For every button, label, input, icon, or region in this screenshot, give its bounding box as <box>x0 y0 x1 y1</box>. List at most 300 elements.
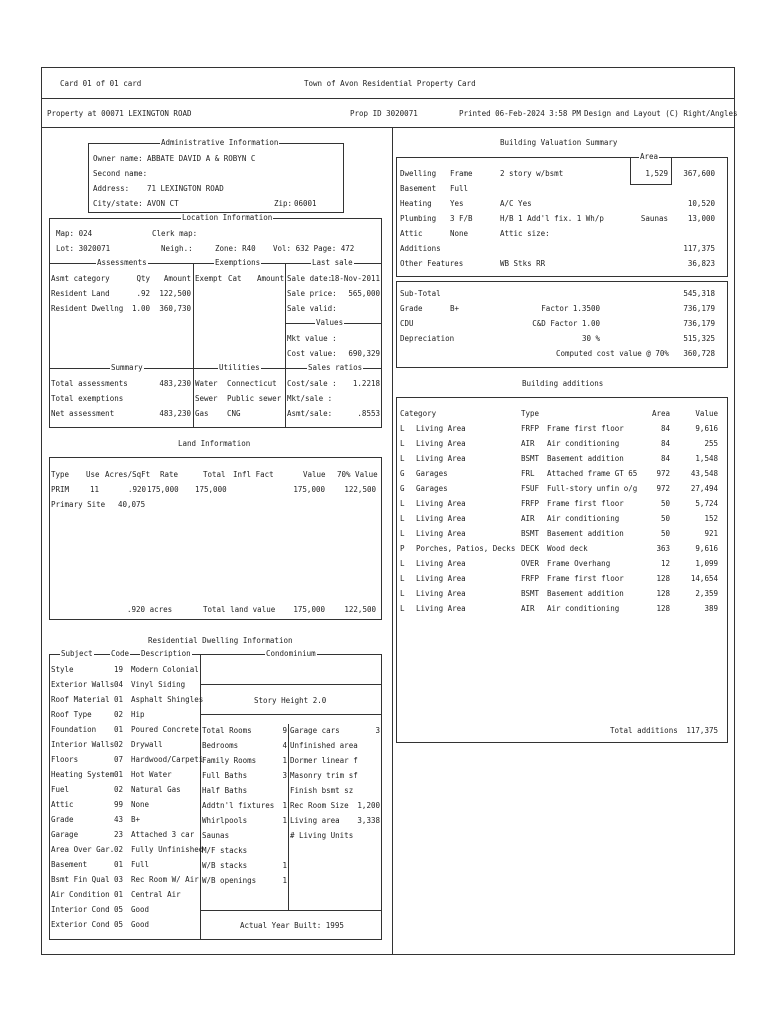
room-value: 3 <box>282 771 287 780</box>
additions-hdr-type: Type <box>521 409 540 418</box>
utility-row-2-value: CNG <box>227 409 241 418</box>
dwelling-description: Hot Water <box>131 770 172 779</box>
land-row-total: 175,000 <box>195 485 227 494</box>
addition-value: 9,616 <box>695 544 718 553</box>
summary-row-2-label: Net assessment <box>51 409 115 418</box>
addition-description: Air conditioning <box>547 439 620 448</box>
garage-label: Unfinished area <box>290 741 358 750</box>
addition-value: 389 <box>704 604 718 613</box>
bvs-detail: 2 story w/bsmt <box>500 169 564 178</box>
addition-category: Living Area <box>416 604 466 613</box>
dwelling-subject: Air Condition <box>51 890 110 899</box>
dwelling-subject: Attic <box>51 800 74 809</box>
addition-value: 255 <box>704 439 718 448</box>
dwelling-code: 05 <box>114 920 124 929</box>
dwelling-description: Good <box>131 905 150 914</box>
addition-category: Living Area <box>416 529 466 538</box>
sale-date-label: Sale date: <box>287 274 333 283</box>
addition-type: FRL <box>521 469 535 478</box>
dwelling-subject: Exterior Walls <box>51 680 115 689</box>
addition-category: Garages <box>416 469 448 478</box>
zone: Zone: R40 <box>215 244 256 253</box>
city-value: AVON CT <box>147 199 179 208</box>
land-hdr-infl: Infl Fact <box>233 470 274 479</box>
bvs-type: Yes <box>450 199 464 208</box>
dwelling-description: None <box>131 800 150 809</box>
room-label: W/B openings <box>202 876 257 885</box>
dwelling-description: Poured Concrete <box>131 725 199 734</box>
addition-area: 84 <box>660 454 670 463</box>
addition-area: 12 <box>660 559 670 568</box>
assess-hdr-category: Asmt category <box>51 274 110 283</box>
dwelling-code: 03 <box>114 875 124 884</box>
dwelling-code: 02 <box>114 845 124 854</box>
bvs-item: Additions <box>400 244 441 253</box>
dwelling-code: 04 <box>114 680 124 689</box>
neighborhood: Neigh.: <box>161 244 193 253</box>
summary-row-2-value: 483,230 <box>159 409 191 418</box>
room-label: Bedrooms <box>202 741 239 750</box>
addition-code: G <box>400 484 405 493</box>
addition-description: Full-story unfin o/g <box>547 484 638 493</box>
additions-total-label: Total additions <box>610 726 678 735</box>
garage-label: Living area <box>290 816 340 825</box>
condo-line-1 <box>200 684 382 685</box>
land-hdr-acres: Acres/SqFt <box>105 470 151 479</box>
room-label: Half Baths <box>202 786 248 795</box>
addition-type: DECK <box>521 544 540 553</box>
land-hdr-type: Type <box>51 470 70 479</box>
addition-area: 972 <box>656 484 670 493</box>
addition-code: L <box>400 574 405 583</box>
garage-label: Rec Room Size <box>290 801 349 810</box>
sale-price: 565,000 <box>348 289 380 298</box>
assess-hdr-amount: Amount <box>163 274 191 283</box>
dwelling-description: Asphalt Shingles <box>131 695 204 704</box>
addition-area: 128 <box>656 604 670 613</box>
dwelling-hdr-code: Code <box>111 649 130 658</box>
cost-value: 690,329 <box>348 349 380 358</box>
building-additions-box <box>396 397 728 743</box>
additions-total-value: 117,375 <box>686 726 718 735</box>
bvs-value: 13,000 <box>687 214 715 223</box>
addition-type: AIR <box>521 604 535 613</box>
cost-value-label: Cost value: <box>287 349 337 358</box>
addition-value: 43,548 <box>690 469 718 478</box>
admin-info-title: Administrative Information <box>161 138 279 147</box>
dwelling-subject: Grade <box>51 815 74 824</box>
bvs-type: Frame <box>450 169 473 178</box>
room-value: 4 <box>282 741 287 750</box>
addition-value: 14,654 <box>690 574 718 583</box>
dwelling-subject: Interior Cond <box>51 905 110 914</box>
owner-label: Owner name: <box>93 154 143 163</box>
subtotal-factor: 30 % <box>581 334 600 343</box>
printed-date: Printed 06-Feb-2024 3:58 PM <box>459 109 581 118</box>
addition-code: L <box>400 424 405 433</box>
garage-value: 3,338 <box>357 816 380 825</box>
garage-label: Masonry trim sf <box>290 771 358 780</box>
land-hdr-rate: Rate <box>160 470 179 479</box>
land-row-value: 175,000 <box>293 485 325 494</box>
utility-row-1-value: Public sewer <box>227 394 282 403</box>
main-column-divider <box>392 127 393 955</box>
exempt-hdr-amount: Amount <box>257 274 285 283</box>
addition-value: 1,099 <box>695 559 718 568</box>
last-sale-title: Last sale <box>312 258 353 267</box>
addition-category: Living Area <box>416 439 466 448</box>
utility-row-1-label: Sewer <box>195 394 218 403</box>
additions-hdr-category: Category <box>400 409 437 418</box>
room-label: Whirlpools <box>202 816 248 825</box>
assess-divider-1 <box>193 263 194 428</box>
subtotal-label: Grade <box>400 304 423 313</box>
dwelling-code: 01 <box>114 695 124 704</box>
addition-area: 128 <box>656 574 670 583</box>
dwelling-subject: Garage <box>51 830 79 839</box>
subtotal-label: Depreciation <box>400 334 455 343</box>
addition-type: FSUF <box>521 484 540 493</box>
dwelling-subject: Roof Type <box>51 710 92 719</box>
dwelling-description: Attached 3 car <box>131 830 195 839</box>
header-divider <box>41 98 735 99</box>
room-label: Saunas <box>202 831 230 840</box>
addition-category: Living Area <box>416 424 466 433</box>
land-hdr-70: 70% Value <box>337 470 378 479</box>
addition-category: Porches, Patios, Decks <box>416 544 516 553</box>
dwelling-description: Central Air <box>131 890 181 899</box>
map-number: Map: 024 <box>56 229 93 238</box>
addition-description: Frame Overhang <box>547 559 611 568</box>
dwelling-code: 43 <box>114 815 124 824</box>
room-label: Total Rooms <box>202 726 252 735</box>
utility-row-0-label: Water <box>195 379 218 388</box>
addition-type: BSMT <box>521 589 540 598</box>
room-value: 1 <box>282 876 287 885</box>
city-label: City/state: <box>93 199 143 208</box>
assess-row-0-category: Resident Land <box>51 289 110 298</box>
room-value: 1 <box>282 861 287 870</box>
addition-area: 50 <box>660 514 670 523</box>
room-label: M/F stacks <box>202 846 248 855</box>
land-hdr-use: Use <box>86 470 100 479</box>
subtotal-factor: Factor 1.3500 <box>541 304 600 313</box>
address-label: Address: <box>93 184 130 193</box>
dwelling-code: 99 <box>114 800 124 809</box>
addition-type: AIR <box>521 439 535 448</box>
addition-description: Basement addition <box>547 589 624 598</box>
dwelling-code: 01 <box>114 860 124 869</box>
addition-area: 50 <box>660 529 670 538</box>
condominium-title: Condominium <box>266 649 316 658</box>
addition-category: Living Area <box>416 454 466 463</box>
land-info-title: Land Information <box>178 439 251 448</box>
room-label: W/B stacks <box>202 861 248 870</box>
card-number: Card 01 of 01 card <box>60 79 142 88</box>
addition-type: BSMT <box>521 529 540 538</box>
dwelling-description: B+ <box>131 815 141 824</box>
addition-category: Living Area <box>416 589 466 598</box>
ratio-row-0-label: Cost/sale : <box>287 379 337 388</box>
addition-code: L <box>400 514 405 523</box>
dwelling-subject: Floors <box>51 755 79 764</box>
addition-type: FRFP <box>521 574 540 583</box>
dwelling-subject: Foundation <box>51 725 97 734</box>
addition-value: 152 <box>704 514 718 523</box>
zip-label: Zip: <box>274 199 293 208</box>
clerk-map: Clerk map: <box>152 229 198 238</box>
subtotal-grade: B+ <box>450 304 460 313</box>
addition-type: FRFP <box>521 499 540 508</box>
dwelling-hdr-description: Description <box>141 649 191 658</box>
exemptions-title: Exemptions <box>215 258 261 267</box>
addition-code: L <box>400 604 405 613</box>
addition-category: Garages <box>416 484 448 493</box>
sale-date: 18-Nov-2011 <box>330 274 380 283</box>
land-total-value: 175,000 <box>293 605 325 614</box>
addition-code: L <box>400 589 405 598</box>
bvs-item: Attic <box>400 229 423 238</box>
bvs-area: Saunas <box>640 214 668 223</box>
dwelling-subject: Exterior Cond <box>51 920 110 929</box>
dwelling-code: 01 <box>114 890 124 899</box>
assess-row-0-qty: .92 <box>136 289 150 298</box>
dwelling-code: 01 <box>114 770 124 779</box>
addition-description: Wood deck <box>547 544 588 553</box>
rooms-bottom-line <box>200 910 382 911</box>
dwelling-info-title: Residential Dwelling Information <box>148 636 293 645</box>
exempt-hdr-exempt: Exempt <box>195 274 223 283</box>
assessments-title: Assessments <box>97 258 147 267</box>
land-row2-value: 40,075 <box>118 500 146 509</box>
addition-value: 9,616 <box>695 424 718 433</box>
dwelling-description: Hardwood/Carpeti <box>131 755 204 764</box>
sales-ratios-title: Sales ratios <box>308 363 363 372</box>
dwelling-code: 23 <box>114 830 124 839</box>
dwelling-code: 02 <box>114 785 124 794</box>
garage-label: Finish bsmt sz <box>290 786 354 795</box>
assess-row-1-qty: 1.00 <box>131 304 150 313</box>
subtotal-label: Sub-Total <box>400 289 441 298</box>
addition-code: L <box>400 559 405 568</box>
addition-area: 128 <box>656 589 670 598</box>
dwelling-subject: Bsmt Fin Qual <box>51 875 110 884</box>
addition-description: Frame first floor <box>547 499 624 508</box>
land-hdr-total: Total <box>203 470 226 479</box>
addition-area: 50 <box>660 499 670 508</box>
subtotal-label: CDU <box>400 319 414 328</box>
additions-hdr-value: Value <box>695 409 718 418</box>
computed-value: 360,728 <box>683 349 715 358</box>
room-value: 1 <box>282 756 287 765</box>
bvs-item: Dwelling <box>400 169 437 178</box>
summary-title: Summary <box>111 363 143 372</box>
bvs-item: Heating <box>400 199 432 208</box>
addition-description: Basement addition <box>547 529 624 538</box>
dwelling-subject: Fuel <box>51 785 70 794</box>
land-total-70: 122,500 <box>344 605 376 614</box>
addition-value: 921 <box>704 529 718 538</box>
addition-value: 27,494 <box>690 484 718 493</box>
dwelling-code: 02 <box>114 740 124 749</box>
garage-label: Dormer linear f <box>290 756 358 765</box>
assess-hdr-qty: Qty <box>136 274 150 283</box>
addition-description: Frame first floor <box>547 574 624 583</box>
addition-value: 1,548 <box>695 454 718 463</box>
utility-row-2-label: Gas <box>195 409 209 418</box>
dwelling-hdr-subject: Subject <box>61 649 93 658</box>
dwelling-description: Fully Unfinished <box>131 845 204 854</box>
rooms-divider <box>288 724 289 910</box>
subtotal-factor: C&D Factor 1.00 <box>532 319 600 328</box>
dwelling-description: Natural Gas <box>131 785 181 794</box>
lot-number: Lot: 3020071 <box>56 244 111 253</box>
year-built: Actual Year Built: 1995 <box>240 921 344 930</box>
addition-description: Air conditioning <box>547 514 620 523</box>
dwelling-subject: Basement <box>51 860 88 869</box>
land-total-acres: .920 acres <box>127 605 173 614</box>
assess-row-1-category: Resident Dwellng <box>51 304 124 313</box>
assess-divider-2 <box>285 263 286 428</box>
utilities-title: Utilities <box>219 363 260 372</box>
assess-row-0-amount: 122,500 <box>159 289 191 298</box>
dwelling-code: 02 <box>114 710 124 719</box>
dwelling-subject: Area Over Gar. <box>51 845 115 854</box>
dwelling-description: Vinyl Siding <box>131 680 186 689</box>
owner-name: ABBATE DAVID A & ROBYN C <box>147 154 256 163</box>
additions-hdr-area: Area <box>651 409 670 418</box>
bvs-detail: WB Stks RR <box>500 259 546 268</box>
ratio-row-0-value: 1.2218 <box>352 379 380 388</box>
land-row-rate: 175,000 <box>147 485 179 494</box>
credit-line: Design and Layout (C) Right/Angles <box>584 109 738 118</box>
zip-value: 06001 <box>294 199 317 208</box>
garage-label: Garage cars <box>290 726 340 735</box>
addition-area: 84 <box>660 424 670 433</box>
bvs-value: 367,600 <box>683 169 715 178</box>
dwelling-code: 19 <box>114 665 124 674</box>
garage-value: 3 <box>375 726 380 735</box>
room-label: Addtn'l fixtures <box>202 801 275 810</box>
condo-line-2 <box>200 714 382 715</box>
addition-type: FRFP <box>521 424 540 433</box>
land-row-use: 11 <box>90 485 100 494</box>
page-title: Town of Avon Residential Property Card <box>304 79 476 88</box>
addition-code: L <box>400 439 405 448</box>
addition-category: Living Area <box>416 559 466 568</box>
addition-description: Basement addition <box>547 454 624 463</box>
subtotal-value: 515,325 <box>683 334 715 343</box>
room-value: 1 <box>282 801 287 810</box>
mkt-value-label: Mkt value : <box>287 334 337 343</box>
addition-description: Air conditioning <box>547 604 620 613</box>
garage-label: # Living Units <box>290 831 354 840</box>
addition-area: 363 <box>656 544 670 553</box>
addition-description: Frame first floor <box>547 424 624 433</box>
ratio-row-1-label: Mkt/sale : <box>287 394 333 403</box>
bvs-item: Plumbing <box>400 214 437 223</box>
addition-type: OVER <box>521 559 540 568</box>
summary-row-0-label: Total assessments <box>51 379 128 388</box>
bvs-type: None <box>450 229 469 238</box>
exempt-hdr-cat: Cat <box>228 274 242 283</box>
land-row-70: 122,500 <box>344 485 376 494</box>
room-label: Family Rooms <box>202 756 257 765</box>
building-additions-title: Building additions <box>522 379 604 388</box>
land-info-box <box>49 457 382 620</box>
bvs-value: 10,520 <box>687 199 715 208</box>
values-title: Values <box>316 318 344 327</box>
room-value: 1 <box>282 816 287 825</box>
location-info-title: Location Information <box>182 213 273 222</box>
summary-row-0-value: 483,230 <box>159 379 191 388</box>
second-name-label: Second name: <box>93 169 148 178</box>
bvs-area: 1,529 <box>645 169 668 178</box>
land-row-acres: .920 <box>127 485 146 494</box>
subtotal-value: 736,179 <box>683 304 715 313</box>
bvs-item: Basement <box>400 184 437 193</box>
property-address: Property at 00071 LEXINGTON ROAD <box>47 109 192 118</box>
bvs-item: Other Features <box>400 259 464 268</box>
bvs-type: 3 F/B <box>450 214 473 223</box>
assess-row-1-amount: 360,730 <box>159 304 191 313</box>
addition-type: BSMT <box>521 454 540 463</box>
addition-value: 5,724 <box>695 499 718 508</box>
volume-page: Vol: 632 Page: 472 <box>273 244 355 253</box>
sale-valid-label: Sale valid: <box>287 304 337 313</box>
land-total-label: Total land value <box>203 605 276 614</box>
room-label: Full Baths <box>202 771 248 780</box>
dwelling-description: Rec Room W/ Air <box>131 875 199 884</box>
dwelling-code: 01 <box>114 725 124 734</box>
bvs-value: 117,375 <box>683 244 715 253</box>
dwelling-subject: Heating System <box>51 770 115 779</box>
land-row2-type: Primary Site <box>51 500 106 509</box>
addition-value: 2,359 <box>695 589 718 598</box>
area-label: Area <box>640 152 659 161</box>
address-value: 71 LEXINGTON ROAD <box>147 184 224 193</box>
addition-code: G <box>400 469 405 478</box>
dwelling-code: 07 <box>114 755 124 764</box>
dwelling-description: Modern Colonial <box>131 665 199 674</box>
bvs-detail: A/C Yes <box>500 199 532 208</box>
subtotal-value: 736,179 <box>683 319 715 328</box>
building-summary-title: Building Valuation Summary <box>500 138 618 147</box>
bvs-detail: Attic size: <box>500 229 550 238</box>
dwelling-description: Full <box>131 860 150 869</box>
room-value: 9 <box>282 726 287 735</box>
dwelling-subject: Interior Walls <box>51 740 115 749</box>
addition-category: Living Area <box>416 514 466 523</box>
computed-label: Computed cost value @ 70% <box>556 349 669 358</box>
dwelling-description: Good <box>131 920 150 929</box>
sale-price-label: Sale price: <box>287 289 337 298</box>
summary-row-1-label: Total exemptions <box>51 394 124 403</box>
bvs-detail: H/B 1 Add'l fix. 1 Wh/p <box>500 214 604 223</box>
addition-code: L <box>400 454 405 463</box>
addition-category: Living Area <box>416 574 466 583</box>
addition-area: 84 <box>660 439 670 448</box>
dwelling-description: Hip <box>131 710 145 719</box>
bvs-type: Full <box>450 184 469 193</box>
header-divider-2 <box>41 127 735 128</box>
land-row-type: PRIM <box>51 485 70 494</box>
bvs-value: 36,823 <box>687 259 715 268</box>
dwelling-code: 05 <box>114 905 124 914</box>
land-hdr-value: Value <box>303 470 326 479</box>
story-height: Story Height 2.0 <box>254 696 327 705</box>
addition-description: Attached frame GT 65 <box>547 469 638 478</box>
